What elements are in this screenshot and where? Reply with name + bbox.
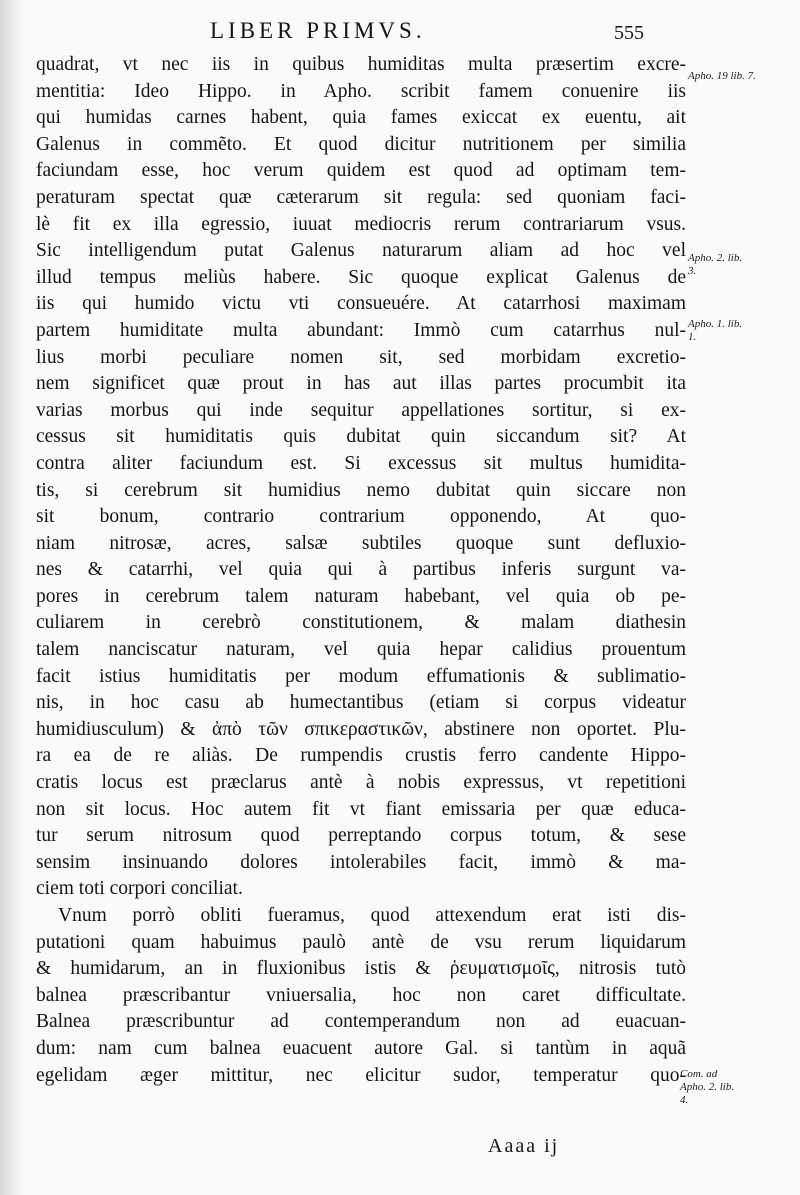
text-line: illud tempus meliùs habere. Sic quoque explicat Galenus de xyxy=(36,266,686,288)
margin-note: Com. ad Apho. 2. lib. 4. xyxy=(680,1068,735,1106)
text-line: culiarem in cerebrò constitutionem, & malam diathesin xyxy=(36,612,686,634)
text-line: egelidam æger mittitur, nec elicitur sudor, temperatur quo- xyxy=(36,1064,686,1086)
text-line: ciem toti corpori conciliat. xyxy=(36,878,243,900)
text-line: Balnea præscribuntur ad contemperandum non ad euacuan- xyxy=(36,1011,686,1033)
gutter-shadow xyxy=(0,0,22,1195)
text-line: & humidarum, an in fluxionibus istis & ῥευματισμοῖς, nitrosis tutò xyxy=(36,958,686,980)
text-line: Galenus in commẽto. Et quod dicitur nutritionem per similia xyxy=(36,133,686,155)
text-line: quadrat, vt nec iis in quibus humiditas multa præsertim excre- xyxy=(36,54,686,75)
text-line: putationi quam habuimus paulò antè de vsu rerum liquidarum xyxy=(36,931,686,953)
text-line: humidiusculum) & ἀπὸ τῶν σπικεραστικῶν, abstinere non oportet. Plu- xyxy=(36,718,686,740)
text-line: faciundam esse, hoc verum quidem est quod ad optimam tem- xyxy=(36,160,686,182)
text-line: mentitia: Ideo Hippo. in Apho. scribit famem conuenire iis xyxy=(36,80,686,102)
text-line: partem humiditate multa abundant: Immò cum catarrhus nul- xyxy=(36,319,686,341)
signature-mark: Aaaa ij xyxy=(488,1135,560,1157)
margin-note: Apho. 1. lib. 1. xyxy=(688,318,743,343)
text-line: contra aliter faciundum est. Si excessus sit multus humidita- xyxy=(36,452,686,474)
text-line: non sit locus. Hoc autem fit vt fiant emissaria per quæ educa- xyxy=(36,798,686,820)
text-line: sensim insinuando dolores intolerabiles facit, immò & ma- xyxy=(36,851,686,873)
text-line: cessus sit humiditatis quis dubitat quin siccandum sit? At xyxy=(36,426,686,448)
text-line: tis, si cerebrum sit humidius nemo dubitat quin siccare non xyxy=(36,479,686,501)
text-line: cratis locus est præclarus antè à nobis expressus, vt repetitioni xyxy=(36,772,686,794)
running-head: LIBER PRIMVS. xyxy=(210,18,426,43)
text-line: Sic intelligendum putat Galenus naturarum aliam ad hoc vel xyxy=(36,240,686,262)
text-line: varias morbus qui inde sequitur appellationes sortitur, si ex- xyxy=(36,399,686,421)
text-line: lius morbi peculiare nomen sit, sed morbidam excretio- xyxy=(36,346,686,368)
text-line: lè fit ex illa egressio, iuuat mediocris rerum contrariarum vsus. xyxy=(36,213,686,235)
text-line: qui humidas carnes habent, quia fames exiccat ex euentu, ait xyxy=(36,107,686,129)
text-line: sit bonum, contrario contrarium opponendo, At quo- xyxy=(36,506,686,528)
text-line: facit istius humiditatis per modum effumationis & sublimatio- xyxy=(36,665,686,687)
text-line: niam nitrosæ, acres, salsæ subtiles quoque sunt defluxio- xyxy=(36,532,686,554)
text-line: dum: nam cum balnea euacuent autore Gal. si tantùm in aquã xyxy=(36,1037,686,1059)
text-line: balnea præscribantur vniuersalia, hoc non caret difficultate. xyxy=(36,984,686,1006)
margin-note: Apho. 19 lib. 7. xyxy=(688,70,756,82)
text-line: pores in cerebrum talem naturam habebant, vel quia ob pe- xyxy=(36,585,686,607)
text-line: talem nanciscatur naturam, vel quia hepar calidius prouentum xyxy=(36,639,686,661)
text-line: iis qui humido victu vti consueuére. At catarrhosi maximam xyxy=(36,293,686,315)
text-line: nem significet quæ prout in has aut illas partes procumbit ita xyxy=(36,373,686,395)
text-line: tur serum nitrosum quod perreptando corpus totum, & sese xyxy=(36,825,686,847)
text-line: Vnum porrò obliti fueramus, quod attexendum erat isti dis- xyxy=(58,905,686,926)
margin-note: Apho. 2. lib. 3. xyxy=(688,252,743,277)
text-line: ra ea de re aliàs. De rumpendis crustis ferro candente Hippo- xyxy=(36,745,686,767)
text-line: nes & catarrhi, vel quia qui à partibus inferis surgunt va- xyxy=(36,559,686,581)
body-text xyxy=(36,52,686,1089)
text-line: peraturam spectat quæ cæterarum sit regula: sed quoniam faci- xyxy=(36,186,686,208)
text-line: nis, in hoc casu ab humectantibus (etiam si corpus videatur xyxy=(36,692,686,714)
page-number: 555 xyxy=(614,22,644,44)
